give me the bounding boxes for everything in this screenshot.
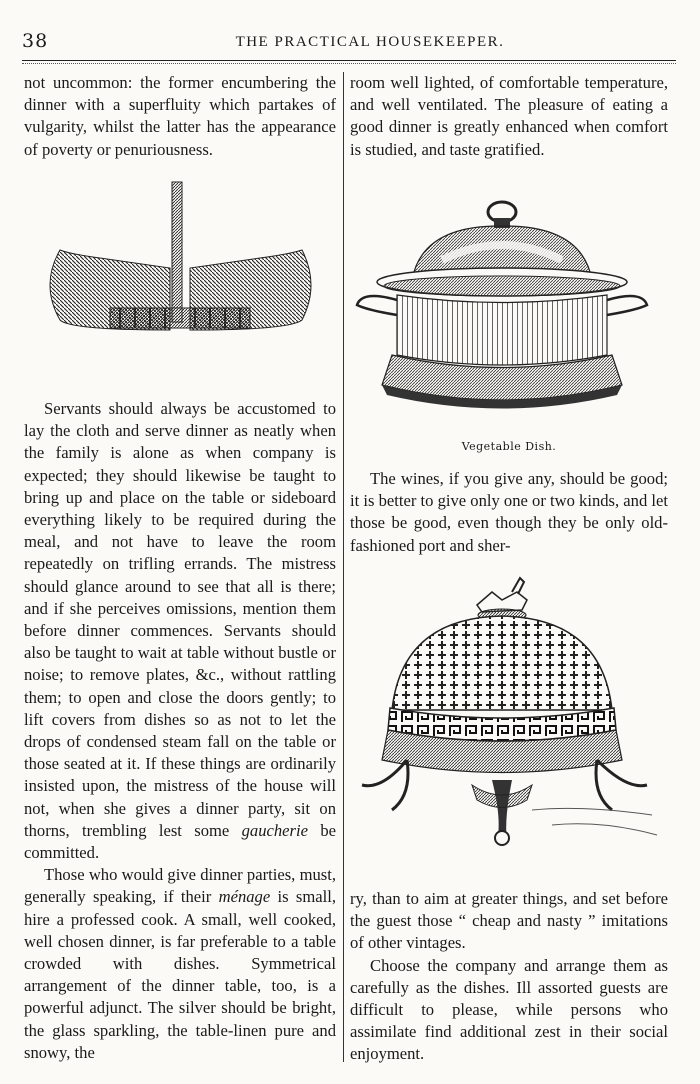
right-column — [350, 72, 668, 161]
column-divider — [343, 72, 344, 1062]
header-rule — [22, 60, 676, 61]
running-title: THE PRACTICAL HOUSEKEEPER. — [235, 34, 505, 50]
paragraph-wines: The wines, if you give any, should be good; it is better to give only one or two kinds, and let those be good, even though they be only old-fashioned port and sher- — [350, 469, 668, 555]
left-column — [24, 72, 336, 161]
header-dotted-rule — [22, 63, 676, 64]
paragraph-room-comfort: room well lighted, of comfortable temperature, and well ventilated. The pleasure of eating a good dinner is greatly enhanced when comfort is studied, and taste gratified. — [350, 73, 668, 159]
right-column-lower — [350, 888, 668, 1066]
paragraph-dinner-parties: Those who would give dinner parties, must, generally speaking, if their ménage is small, hire a professed cook. A small, well cooked, well chosen dinner, is far preferable to a table crowded with dishes. Symmetrical arrangement of the dinner table, too, is a powerful adjunct. The silver should be bright, the glass sparkling, the table-linen pure and snowy, the — [24, 865, 336, 1062]
paragraph-servants: Servants should always be accustomed to lay the cloth and serve dinner as neatly when the family is alone as when company is expected; they should likewise be taught to bring up and place on the table or sideboard everything likely to be required during the meal, and not have to leave the room repeatedly on trifling errands. The mistress should glance around to see that all is there; and if she perceives omissions, mention them before dinner commences. Servants should also be taught to wait at table without bustle or noise; to remove plates, &c., without rattling them; to open and close the doors gently; to lift covers from dishes so as not to let the drops of condensed steam fall on the table or those seated at it. If these things are ordinarily insisted upon, the mistress of the house will not, when she gives a dinner party, sit on thorns, trembling lest some gaucherie be committed. — [24, 399, 336, 863]
left-column-lower — [24, 398, 336, 1064]
paragraph-wines-continued: ry, than to aim at greater things, and set before the guest those “ cheap and nasty ” imitations of other vintages. — [350, 889, 668, 953]
dish-cover-illustration — [352, 570, 662, 880]
paragraph-company: Choose the company and arrange them as carefully as the dishes. Ill assorted guests are difficult to please, while persons who assimilate find additional zest in their social enjoyment. — [350, 955, 668, 1064]
vegetable-dish-caption: Vegetable Dish. — [461, 440, 557, 453]
crumb-brush-illustration — [40, 180, 320, 355]
paragraph-intro-continued: not uncommon: the former encumbering the dinner with a superfluity which partakes of vulgarity, whilst the latter has the appearance of poverty or penuriousness. — [24, 73, 336, 159]
page-number: 38 — [22, 30, 49, 52]
right-column-wines — [350, 468, 668, 557]
vegetable-dish-illustration — [352, 190, 652, 425]
